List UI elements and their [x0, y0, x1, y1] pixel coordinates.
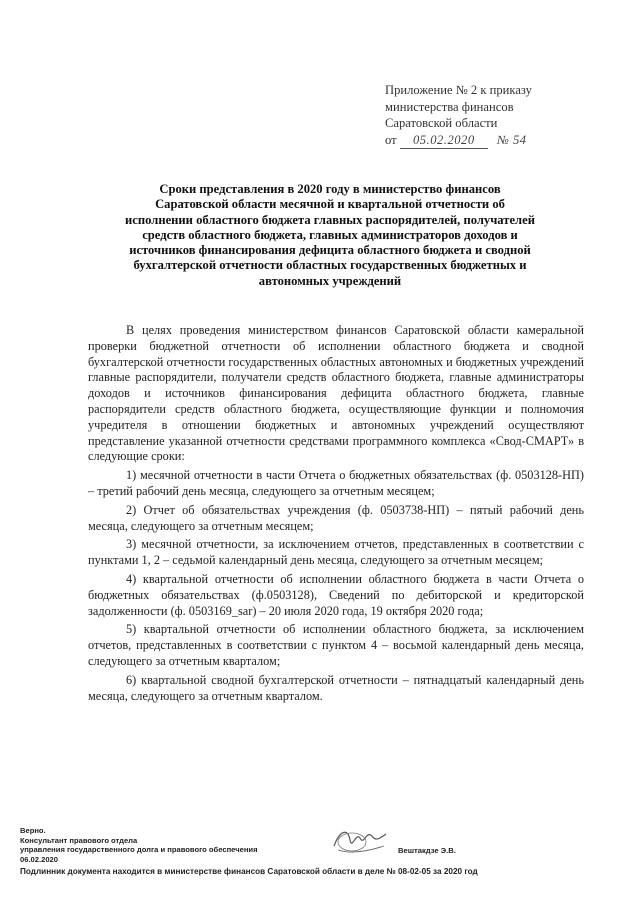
- verno-label: Верно.: [20, 826, 46, 835]
- signer-position-1: Консультант правового отдела: [20, 835, 138, 845]
- handwritten-date: 05.02.2020: [400, 132, 488, 150]
- list-item-3: 3) месячной отчетности, за исключением отчетов, представленных в соответствии с пунктами 1, 2 – седьмой календарный день месяца, следующего за отчетным месяцем;: [88, 537, 584, 568]
- appendix-order-line: [385, 132, 630, 150]
- appendix-line-1: Приложение № 2 к приказу: [385, 83, 532, 97]
- title-line: источников финансирования дефицита областного бюджета и сводной: [129, 243, 531, 258]
- list-item-4: 4) квартальной отчетности об исполнении областного бюджета в части Отчета о бюджетных обязательствах (ф.0503128), Сведений по дебиторской и кредиторской задолженности (ф. 0503169_sar) – 20 июля 2020 года, 19 октября 2020 года;: [88, 571, 584, 618]
- title-line: исполнении областного бюджета главных распорядителей, получателей: [125, 212, 535, 227]
- document-body: [88, 323, 584, 704]
- appendix-line-3: Саратовской области: [385, 116, 498, 130]
- certification-footer: [20, 826, 630, 877]
- list-item-1: 1) месячной отчетности в части Отчета о бюджетных обязательствах (ф. 0503128-НП) – третий рабочий день месяца, следующего за отчетным месяцем;: [88, 468, 584, 498]
- intro-paragraph: В целях проведения министерством финансов Саратовской области камеральной проверки бюджетной отчетности об исполнении областного бюджета и сводной бухгалтерской отчетности государственных областных автономных и бюджетных учреждений главные распорядители, получатели средств областного бюджета, главные администраторы доходов и источников финансирования дефицита областного бюджета, главные распорядители средств областного бюджета, осуществляющие функции и полномочия учредителя в отношении бюджетных и автономных учреждений осуществляют представление указанной отчетности средствами программного комплекса «Свод-СМАРТ» в следующие сроки:: [88, 323, 584, 464]
- title-line: Сроки представления в 2020 году в министерство финансов: [159, 182, 501, 196]
- appendix-line-2: министерства финансов: [385, 99, 514, 114]
- title-line: автономных учреждений: [258, 273, 402, 288]
- title-line: средств областного бюджета, главных администраторов доходов и: [142, 227, 518, 242]
- signer-position-2: управления государственного долга и правового обеспечения: [20, 845, 258, 855]
- signer-name: Вештакдзе Э.В.: [398, 846, 456, 855]
- original-location-note: Подлинник документа находится в министерстве финансов Саратовской области в деле № 08-02-05 за 2020 год: [20, 867, 478, 877]
- list-item-2: 2) Отчет об обязательствах учреждения (ф. 0503738-НП) – пятый рабочий день месяца, следующего за отчетным месяцем;: [88, 502, 584, 533]
- list-item-5: 5) квартальной отчетности об исполнении областного бюджета, за исключением отчетов, представленных в соответствии с пунктом 4 – восьмой календарный день месяца, следующего за отчетным кварталом;: [88, 622, 584, 668]
- certification-date: 06.02.2020: [20, 854, 59, 864]
- appendix-from-label: от: [385, 132, 397, 147]
- list-item-6: 6) квартальной сводной бухгалтерской отчетности – пятнадцатый календарный день месяца, следующего за отчетным кварталом.: [88, 672, 584, 703]
- title-line: Саратовской области месячной и квартальной отчетности об: [155, 197, 505, 212]
- handwritten-order-number: № 54: [496, 132, 527, 147]
- document-title: [80, 182, 580, 289]
- appendix-block: [385, 82, 630, 149]
- title-line: бухгалтерской отчетности областных государственных бюджетных и: [133, 258, 527, 273]
